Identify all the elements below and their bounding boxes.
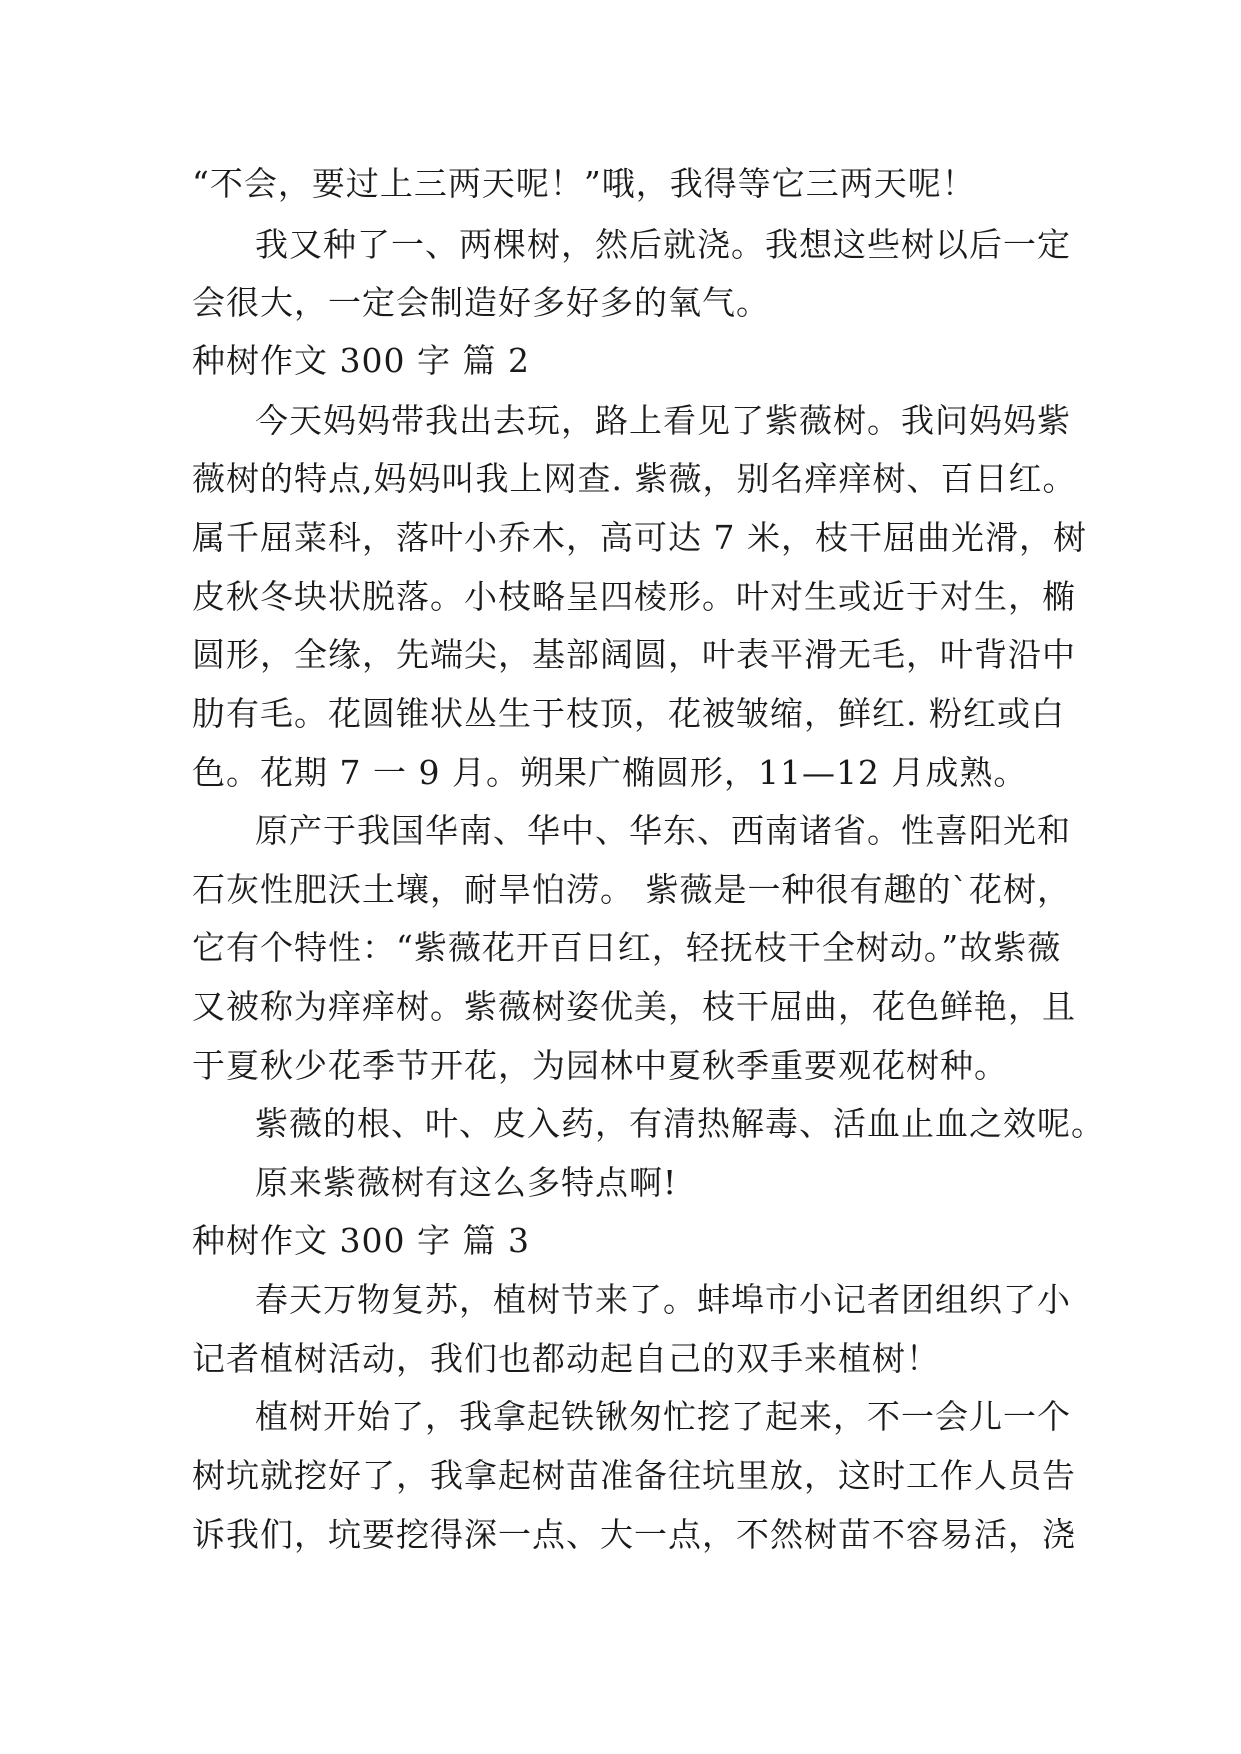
text-line: 圆形，全缘，先端尖，基部阔圆，叶表平滑无毛，叶背沿中 xyxy=(192,635,1076,674)
text-line: 属千屈菜科，落叶小乔木，高可达 7 米，枝干屈曲光滑，树 xyxy=(192,518,1087,557)
text-line: 肋有毛。花圆锥状丛生于枝顶，花被皱缩，鲜红. 粉红或白 xyxy=(192,694,1065,733)
text-line: 树坑就挖好了，我拿起树苗准备往坑里放，这时工作人员告 xyxy=(192,1456,1076,1495)
text-line: 皮秋冬块状脱落。小枝略呈四棱形。叶对生或近于对生，椭 xyxy=(192,577,1076,616)
paragraph-text: 春天万物复苏，植树节来了。蚌埠市小记者团组织了小 xyxy=(255,1280,1071,1319)
text-line: 它有个特性：“紫薇花开百日红，轻抚枝干全树动。”故紫薇 xyxy=(192,928,1062,967)
paragraph-text: 紫薇的根、叶、皮入药，有清热解毒、活血止血之效呢。 xyxy=(255,1104,1105,1143)
paragraph-text: 今天妈妈带我出去玩，路上看见了紫薇树。我问妈妈紫 xyxy=(255,401,1071,440)
text-line: 色。花期 7 一 9 月。朔果广椭圆形，11—12 月成熟。 xyxy=(192,753,1028,792)
text-line: “不会，要过上三两天呢！”哦，我得等它三两天呢！ xyxy=(192,164,976,203)
paragraph-text: 我又种了一、两棵树，然后就浇。我想这些树以后一定 xyxy=(255,225,1071,264)
text-line: 石灰性肥沃土壤，耐旱怕涝。 紫薇是一种很有趣的`花树， xyxy=(192,870,1071,909)
section-heading: 种树作文 300 字 篇 3 xyxy=(192,1221,530,1260)
text-line: 会很大，一定会制造好多好多的氧气。 xyxy=(192,283,770,322)
text-line: 诉我们，坑要挖得深一点、大一点，不然树苗不容易活，浇 xyxy=(192,1515,1076,1554)
paragraph-text: 原产于我国华南、华中、华东、西南诸省。性喜阳光和 xyxy=(255,811,1071,850)
section-heading: 种树作文 300 字 篇 2 xyxy=(192,341,530,380)
text-line: 薇树的特点,妈妈叫我上网查. 紫薇，别名痒痒树、百日红。 xyxy=(192,459,1077,498)
text-line: 于夏秋少花季节开花，为园林中夏秋季重要观花树种。 xyxy=(192,1046,1008,1085)
paragraph-text: 原来紫薇树有这么多特点啊! xyxy=(255,1163,678,1202)
text-line: 记者植树活动，我们也都动起自己的双手来植树！ xyxy=(192,1339,940,1378)
text-line: 又被称为痒痒树。紫薇树姿优美，枝干屈曲，花色鲜艳，且 xyxy=(192,987,1076,1026)
paragraph-text: 植树开始了，我拿起铁锹匆忙挖了起来，不一会儿一个 xyxy=(255,1397,1071,1436)
